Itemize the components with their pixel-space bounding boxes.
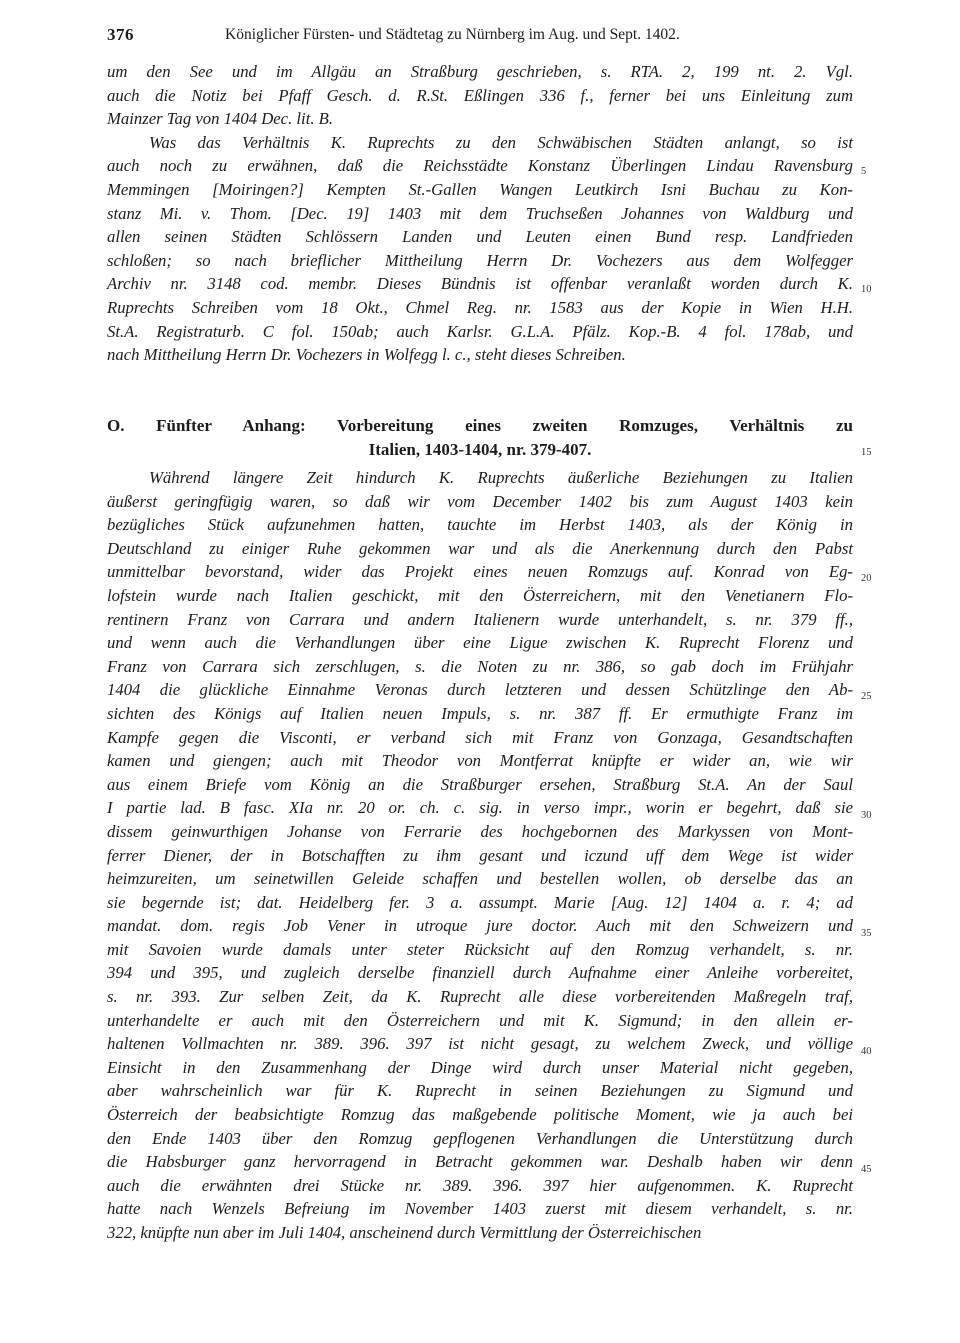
text-line: haltenen Vollmachten nr. 389. 396. 397 ist nicht gesagt, zu welchem Zweck, und völlige [107,1034,853,1054]
text-line: bezügliches Stück aufzunehmen hatten, tauchte im Herbst 1403, als der König in [107,515,853,535]
text-line: Ruprechts Schreiben vom 18 Okt., Chmel Reg. nr. 1583 aus der Kopie in Wien H.H. [107,297,853,317]
text-line: den Ende 1403 über den Romzug gepflogenen Verhandlungen die Unterstützung durch [107,1128,853,1148]
text-line: hatte nach Wenzels Befreiung im November 1403 zuerst mit diesem verhandelt, s. nr. [107,1199,853,1219]
text-line: auch noch zu erwähnen, daß die Reichsstädte Konstanz Überlingen Lindau Ravensburg [107,156,853,176]
text-line: Österreich der beabsichtigte Romzug das maßgebende politische Moment, wie ja auch bei [107,1105,853,1125]
text-line: St.A. Registraturb. C fol. 150ab; auch Karlsr. G.L.A. Pfälz. Kop.-B. 4 fol. 178ab, und [107,321,853,341]
text-line: und wenn auch die Verhandlungen über eine Ligue zwischen K. Ruprecht Florenz und [107,633,853,653]
text-line: stanz Mi. v. Thom. [Dec. 19] 1403 mit dem Truchseßen Johannes von Waldburg und [107,203,853,223]
text-line: sie begernde ist; dat. Heidelberg fer. 3 a. assumpt. Marie [Aug. 12] 1404 a. r. 4; ad [107,892,853,912]
heading-line: Italien, 1403-1404, nr. 379-407. [368,440,592,459]
text-line: aber wahrscheinlich war für K. Ruprecht in seinen Beziehungen zu Sigmund und [107,1081,853,1101]
margin-line-number: 5 [861,166,867,177]
text-line: mandat. dom. regis Job Vener in utroque jure doctor. Auch mit den Schweizern und [107,916,853,936]
text-line: Franz von Carrara sich zerschlugen, s. die Noten zu nr. 386, so gab doch im Frühjahr [107,656,853,676]
text-line: nach Mittheilung Herrn Dr. Vochezers in Wolfegg l. c., steht dieses Schreiben. [107,345,626,365]
text-line: 394 und 395, und zugleich derselbe finanziell durch Aufnahme einer Anleihe vorbereitet, [107,963,853,983]
text-line: Archiv nr. 3148 cod. membr. Dieses Bündnis ist offenbar veranlaßt worden durch K. [107,274,853,294]
text-line: kamen und giengen; auch mit Theodor von Montferrat knüpfte er wider an, wie wir [107,751,853,771]
margin-line-number: 30 [861,810,872,821]
text-line: I partie lad. B fasc. XIa nr. 20 or. ch. c. sig. in verso impr., worin er begehrt, daß sie [107,798,853,818]
text-line: lofstein wurde nach Italien geschickt, mit den Österreichern, mit den Venetianern Flo- [107,585,853,605]
text-line: rentinern Franz von Carrara und andern Italienern wurde unterhandelt, s. nr. 379 ff., [107,609,853,629]
text-line: unterhandelte er auch mit den Österreichern und mit K. Sigmund; in den allein er- [107,1010,853,1030]
text-line: allen seinen Städten Schlössern Landen und Leuten einen Bund resp. Landfrieden [107,227,853,247]
text-line: schloßen; so nach brieflicher Mittheilung Herrn Dr. Vochezers aus dem Wolfegger [107,250,853,270]
section-heading [107,414,853,462]
text-line: Deutschland zu einiger Ruhe gekommen war und als die Anerkennung durch den Pabst [107,538,853,558]
text-line: Kampfe gegen die Visconti, er verband sich mit Franz von Gonzaga, Gesandtschaften [107,727,853,747]
text-line: die Habsburger ganz hervorragend in Betracht gekommen war. Deshalb haben wir denn [107,1152,853,1172]
text-line: 1404 die glückliche Einnahme Veronas durch letzteren und dessen Schützlinge den Ab- [107,680,853,700]
text-line: Was das Verhältnis K. Ruprechts zu den Schwäbischen Städten anlangt, so ist [149,132,853,152]
margin-line-number: 45 [861,1164,872,1175]
text-line: Während längere Zeit hindurch K. Ruprechts äußerliche Beziehungen zu Italien [149,468,853,487]
margin-line-number: 15 [861,447,872,458]
text-line: dissem geinwurthigen Johanse von Ferrarie des hochgebornen des Markyssen von Mont- [107,821,853,841]
body-text-block [107,466,853,1245]
text-line: 322, knüpfte nun aber im Juli 1404, anscheinend durch Vermittlung der Österreichischen [107,1223,702,1242]
margin-line-number: 20 [861,573,872,584]
margin-line-number: 25 [861,691,872,702]
margin-line-number: 10 [861,284,872,295]
margin-line-number: 40 [861,1046,872,1057]
text-line: mit Savoien wurde damals unter steter Rücksicht auf den Romzug verhandelt, s. nr. [107,939,853,959]
text-line: Einsicht in den Zusammenhang der Dinge wird durch unser Material nicht gegeben, [107,1057,853,1077]
text-line: s. nr. 393. Zur selben Zeit, da K. Ruprecht alle diese vorbereitenden Maßregeln traf, [107,987,853,1007]
heading-line: O. Fünfter Anhang: Vorbereitung eines zweiten Romzuges, Verhältnis zu [107,416,853,435]
margin-line-number: 35 [861,928,872,939]
running-title: Königlicher Fürsten- und Städtetag zu Nürnberg im Aug. und Sept. 1402. [225,26,680,43]
text-line: um den See und im Allgäu an Straßburg geschrieben, s. RTA. 2, 199 nt. 2. Vgl. [107,62,853,81]
text-line: Mainzer Tag von 1404 Dec. lit. B. [107,109,334,129]
text-line: sichten des Königs auf Italien neuen Impuls, s. nr. 387 ff. Er ermuthigte Franz im [107,703,853,723]
text-line: auch die Notiz bei Pfaff Gesch. d. R.St. Eßlingen 336 f., ferner bei uns Einleitung zum [107,85,853,105]
text-line: Memmingen [Moiringen?] Kempten St.-Gallen Wangen Leutkirch Isni Buchau zu Kon- [107,179,853,199]
text-line: unmittelbar bevorstand, wider das Projekt eines neuen Romzugs auf. Konrad von Eg- [107,562,853,582]
page-number: 376 [107,25,134,44]
text-line: äußerst geringfügig waren, so daß wir vom December 1402 bis zum August 1403 kein [107,491,853,511]
text-line: aus einem Briefe vom König an die Straßburger ersehen, Straßburg St.A. An der Saul [107,774,853,794]
page-header [107,22,852,48]
footnote-text-block [107,60,853,367]
text-line: auch die erwähnten drei Stücke nr. 389. 396. 397 hier aufgenommen. K. Ruprecht [107,1175,853,1195]
margin-line-numbers [861,0,901,1343]
text-line: ferrer Diener, der in Botschafften zu ihm gesant und iczund uff dem Wege ist wider [107,845,853,865]
text-line: heimzureiten, um seinetwillen Geleide schaffen und bestellen wollen, ob derselbe das an [107,869,853,889]
